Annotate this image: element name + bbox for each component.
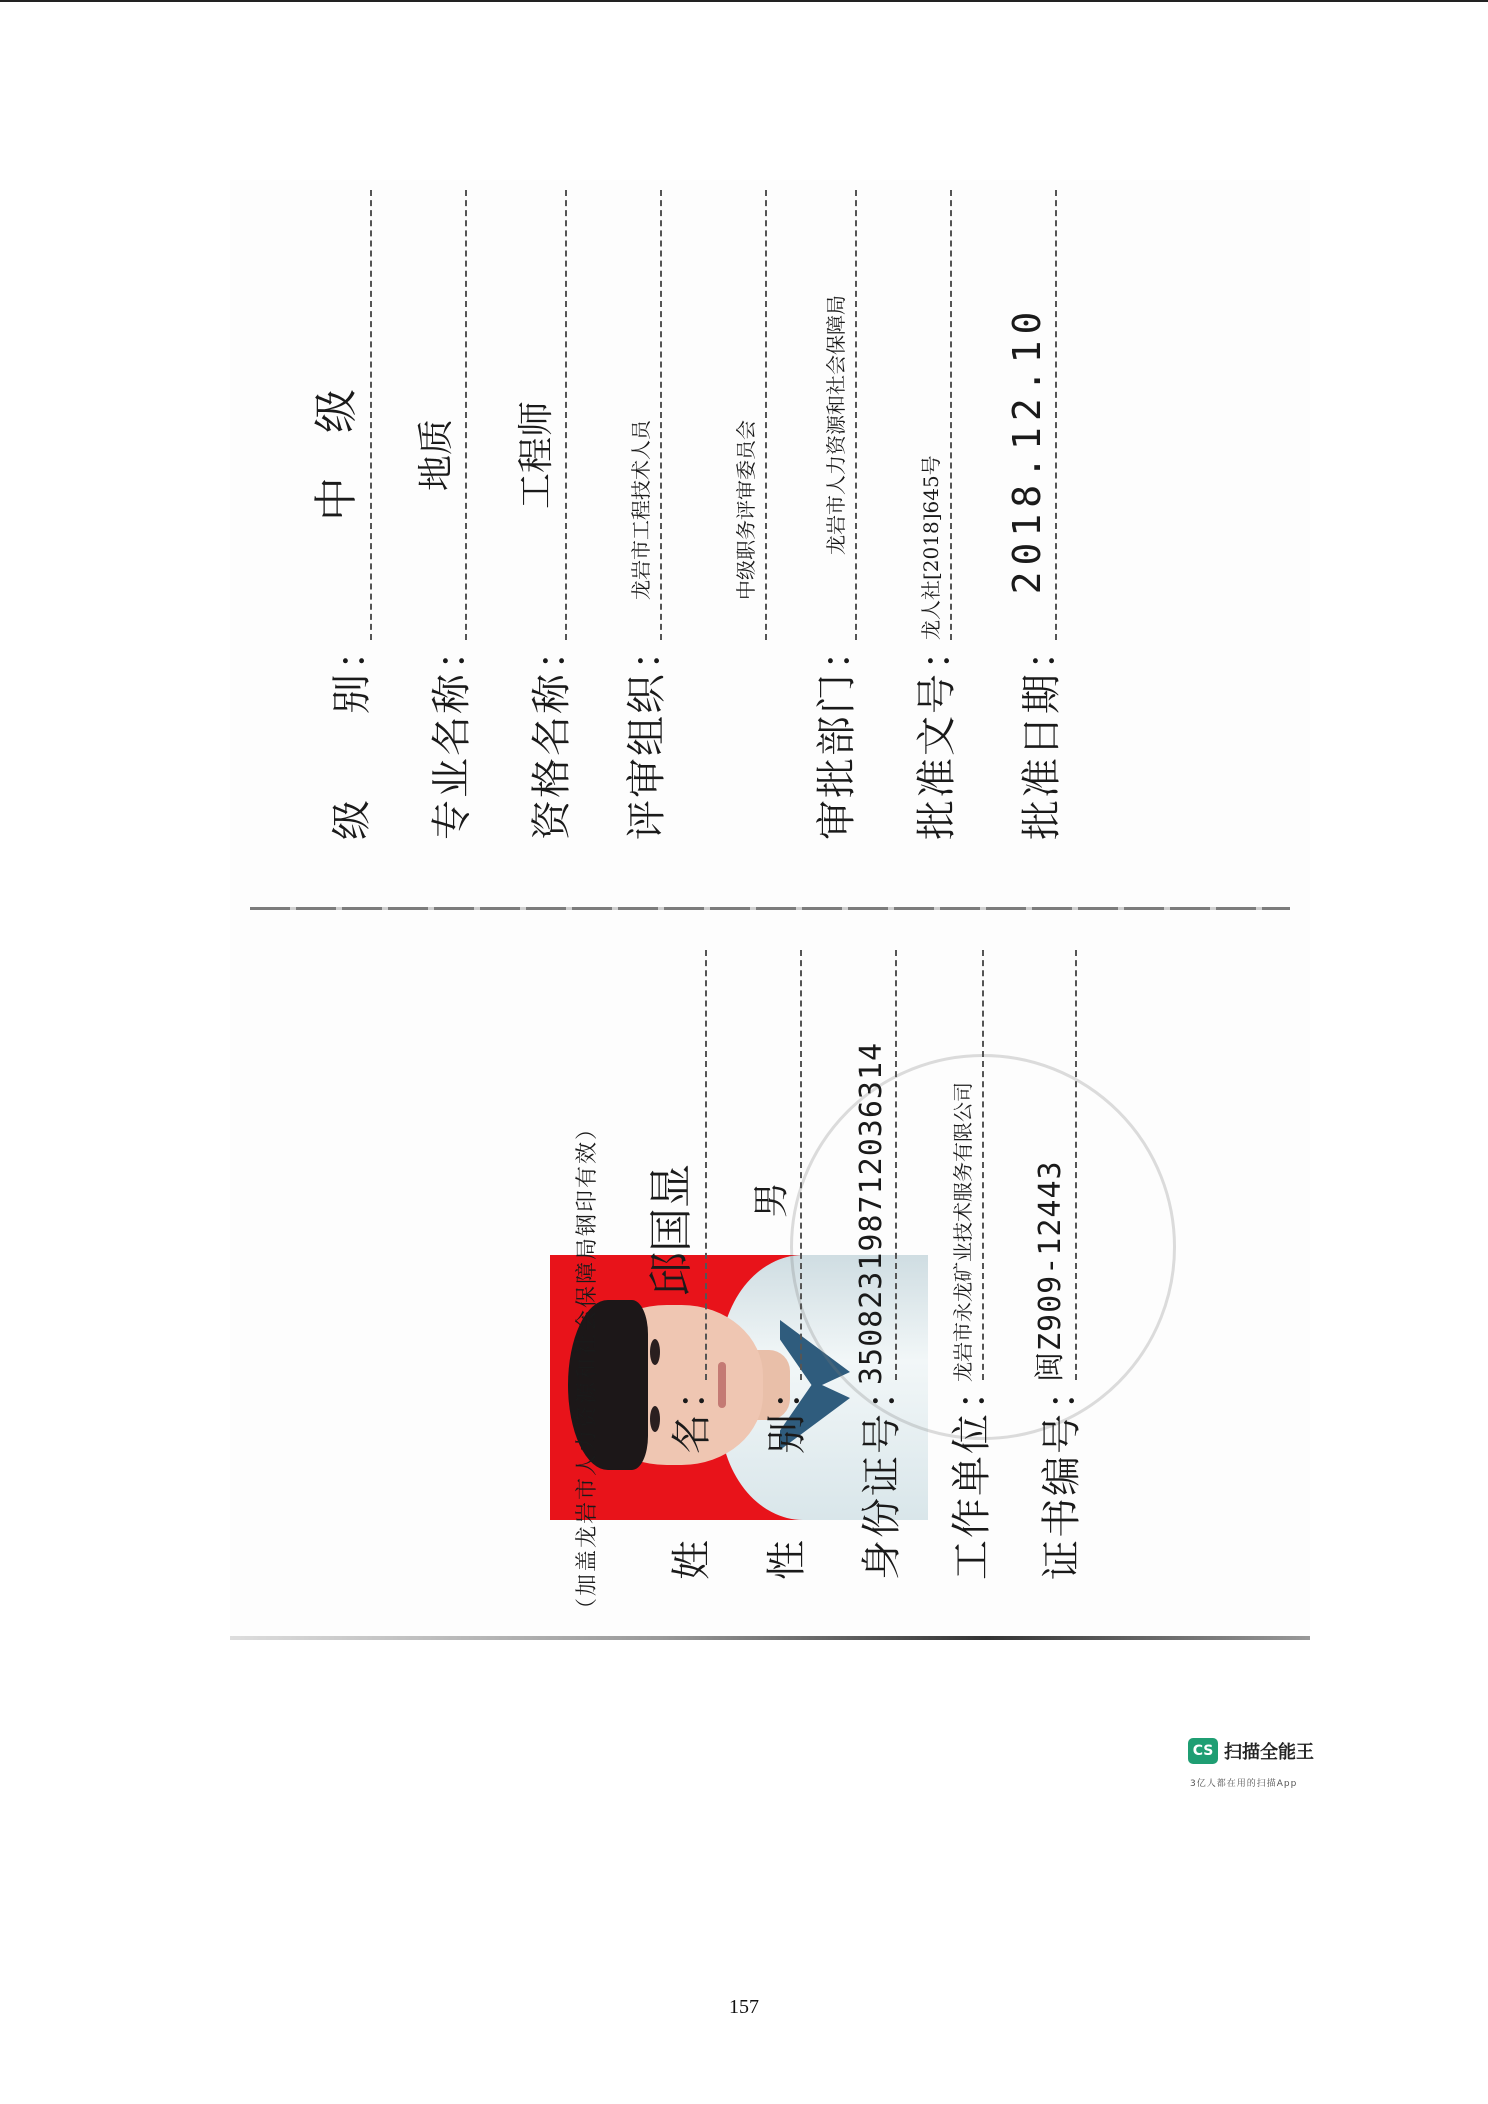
review-org-value-2: 中级职务评审委员会 (734, 420, 758, 600)
review-org-line-2 (765, 190, 767, 640)
qualification-value: 工程师 (516, 401, 557, 510)
id-number-line (895, 950, 897, 1380)
photo-mouth (718, 1362, 726, 1408)
approval-doc-value: 龙人社[2018]645号 (919, 455, 943, 640)
camscanner-logo-icon: CS (1188, 1738, 1218, 1764)
photo-eye-right (650, 1339, 660, 1365)
certificate-scan (230, 180, 1310, 1640)
employer-label: 工作单位： (949, 1368, 995, 1580)
certificate-rotated-content (230, 180, 1310, 1640)
cert-number-label: 证书编号： (1039, 1368, 1085, 1580)
level-value: 中 级 (311, 389, 362, 521)
approval-doc-line (950, 190, 952, 640)
major-line (465, 190, 467, 640)
name-label: 姓 名： (669, 1368, 715, 1580)
cert-number-line (1075, 950, 1077, 1380)
employer-line (982, 950, 984, 1380)
qualification-label: 资格名称： (529, 628, 575, 840)
employer-value: 龙岩市永龙矿业技术服务有限公司 (951, 1082, 975, 1382)
camscanner-name: 扫描全能王 (1224, 1742, 1314, 1763)
center-fold (250, 907, 1290, 910)
level-line (370, 190, 372, 640)
approval-date-value: 2018.12.10 (1005, 305, 1049, 595)
gender-line (800, 950, 802, 1380)
name-value: 邱国显 (646, 1164, 697, 1296)
top-border (0, 0, 1488, 2)
review-org-value-1: 龙岩市工程技术人员 (629, 420, 653, 600)
major-value: 地质 (416, 419, 457, 492)
cover-edge (230, 1636, 1310, 1640)
level-label: 级 别： (329, 628, 375, 840)
approval-doc-label: 批准文号： (914, 628, 960, 840)
gender-label: 性 别： (764, 1368, 810, 1580)
approval-date-line (1055, 190, 1057, 640)
name-line (705, 950, 707, 1380)
id-number-value: 350823198712036314 (854, 1041, 889, 1385)
approving-dept-value: 龙岩市人力资源和社会保障局 (824, 295, 848, 555)
photo-eye-left (650, 1406, 660, 1432)
approving-dept-line (855, 190, 857, 640)
approving-dept-label: 审批部门： (814, 628, 860, 840)
seal-note: （加盖龙岩市人力资源和社会保障局钢印有效） (575, 1115, 600, 1620)
review-org-label: 评审组织： (624, 628, 670, 840)
camscanner-tagline: 3亿人都在用的扫描App (1190, 1779, 1298, 1789)
major-label: 专业名称： (429, 628, 475, 840)
cert-number-value: 闽Z909-12443 (1033, 1160, 1068, 1382)
review-org-line-1 (660, 190, 662, 640)
gender-value: 男 (751, 1182, 792, 1219)
qualification-line (565, 190, 567, 640)
page-number: 157 (729, 1996, 759, 2018)
id-number-label: 身份证号： (859, 1368, 905, 1580)
approval-date-label: 批准日期： (1019, 628, 1065, 840)
